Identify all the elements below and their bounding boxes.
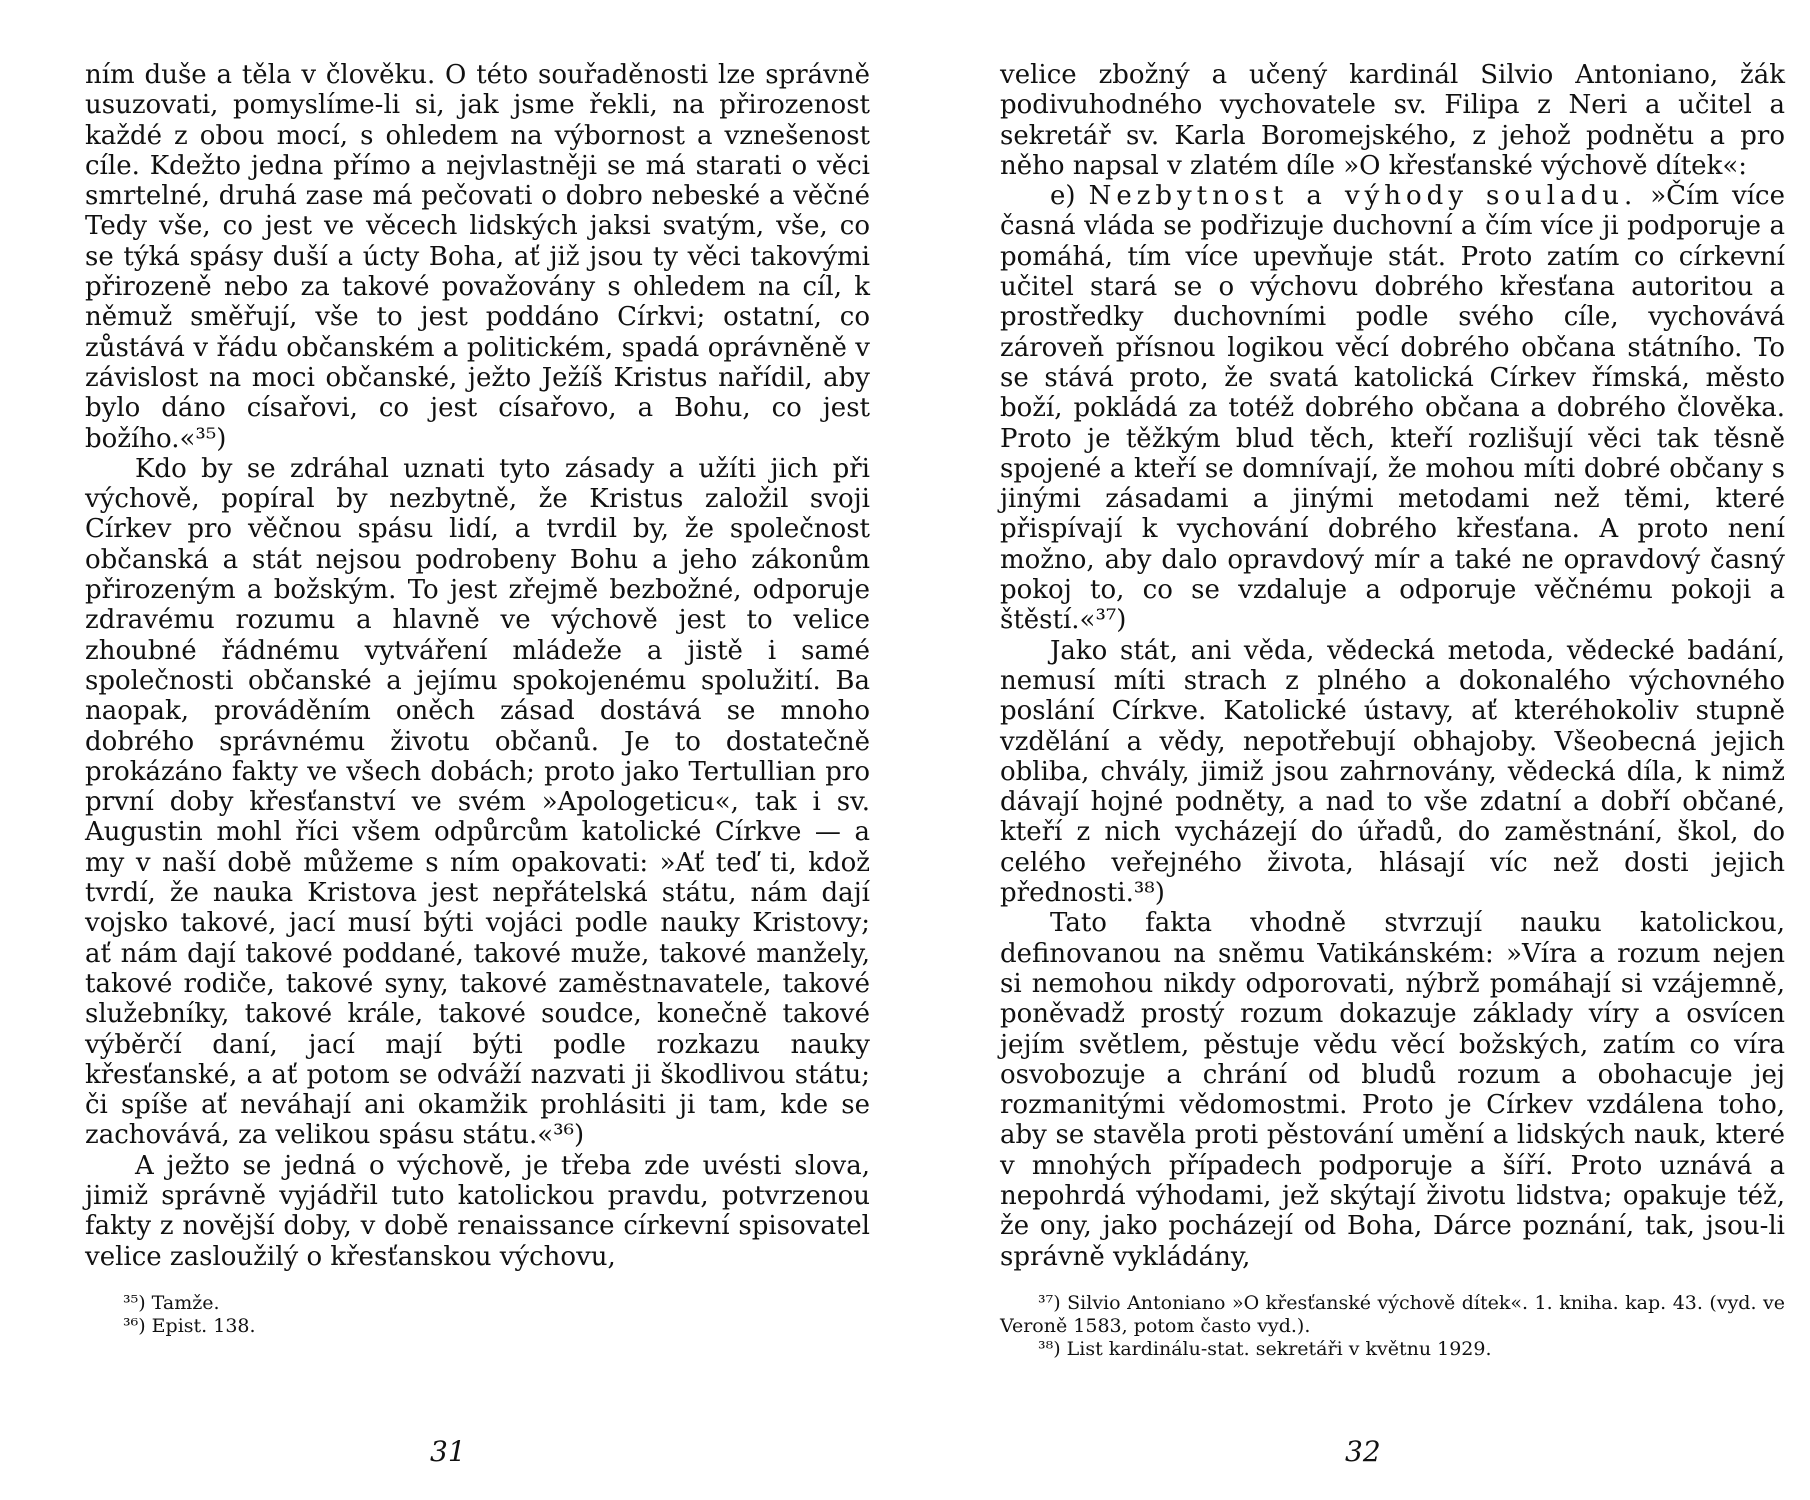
right-footnote-38: ³⁸) List kardinálu-stat. sekretáři v květnu 1929. [1038,1337,1492,1360]
right-body-text [1000,60,1785,1272]
left-paragraph-1: ním duše a těla v člověku. O této souřaděnosti lze správně usuzovati, pomyslíme-li si, jak jsme řekli, na přirozenost každé z obou mocí, s ohledem na výbornost a vznešenost cíle. Kdežto jedna přímo a nejvlastněji se má starati o věci smrtelné, druhá zase má pečovati o dobro nebeské a věčné Tedy vše, co jest ve věcech lidských jaksi svatým, vše, co se týká spásy duší a úcty Boha, ať již jsou ty věci takovými přirozeně nebo za takové považovány s ohledem na cíl, k němuž směřují, vše to jest poddáno Církvi; ostatní, co zůstává v řádu občanském a politickém, spadá oprávněně v závislost na moci občanské, ježto Ježíš Kristus nařídil, aby bylo dáno císařovi, co jest císařovo, a Bohu, co jest božího.«³⁵) [85,60,870,454]
left-page-number: 31 [430,1435,466,1468]
left-footnotes [85,1292,870,1338]
left-paragraph-3: A ježto se jedná o výchově, je třeba zde uvésti slova, jimiž správně vyjádřil tuto katolickou pravdu, potvrzenou fakty z novější doby, v době renaissance církevní spisovatel velice zasloužilý o křesťanskou výchovu, [85,1150,870,1272]
right-footnote-37: ³⁷) Silvio Antoniano »O křesťanské výchově dítek«. 1. kniha. kap. 43. (vyd. ve Veroně 1583, potom často vyd.). [1000,1291,1785,1337]
section-e-text: »Čím více časná vláda se podřizuje duchovní a čím více ji podporuje a pomáhá, tím více upevňuje stát. Proto zatím co církevní učitel stará se o výchovu dobrého křesťana autoritou a prostředky duchovními podle svého cíle, vychovává zároveň přísnou logikou věcí dobrého občana státního. To se stává proto, že svatá katolická Církev římská, město boží, pokládá za totéž dobrého občana a dobrého člověka. Proto je těžkým blud těch, kteří rozlišují věci tak těsně spojené a kteří se domnívají, že mohou míti dobré občany s jinými zásadami a jinými metodami než těmi, které přispívají k vychování dobrého křesťana. A proto není možno, aby dalo opravdový mír a také ne opravdový časný pokoj to, co se vzdaluje a odporuje věčnému pokoji a štěstí.«³⁷) [1000,181,1786,636]
left-body-text [85,60,870,1272]
left-footnote-35: ³⁵) Tamže. [123,1291,220,1314]
left-footnote-36: ³⁶) Epist. 138. [123,1314,256,1337]
right-paragraph-1: velice zbožný a učený kardinál Silvio Antoniano, žák podivuhodného vychovatele sv. Filipa z Neri a učitel a sekretář sv. Karla Boromejského, z jehož podnětu a pro něho napsal v zlatém díle »O křesťanské výchově dítek«: [1000,60,1785,181]
section-e-label: e) [1050,181,1089,212]
right-page [1000,60,1786,1468]
section-e-heading: Nezbytnost a výhody souladu. [1088,181,1638,212]
right-section-e [1000,181,1785,635]
left-paragraph-2: Kdo by se zdráhal uznati tyto zásady a užíti jich při výchově, popíral by nezbytně, že Kristus založil svoji Církev pro věčnou spásu lidí, a tvrdil by, že společnost občanská a stát nejsou podrobeny Bohu a jeho zákonům přirozeným a božským. To jest zřejmě bezbožné, odporuje zdravému rozumu a hlavně ve výchově jest to velice zhoubné řádnému vytváření mládeže a jistě i samé společnosti občanské a jejímu spokojenému spolužití. Ba naopak, prováděním oněch zásad dostává se mnoho dobrého správnému životu občanů. Je to dostatečně prokázáno fakty ve všech dobách; proto jako Tertullian pro první doby křesťanství ve svém »Apologeticu«, tak i sv. Augustin mohl říci všem odpůrcům katolické Církve — a my v naší době můžeme s ním opakovati: »Ať teď ti, kdož tvrdí, že nauka Kristova jest nepřátelská státu, nám dají vojsko takové, jací musí býti vojáci podle nauky Kristovy; ať nám dají takové poddané, takové muže, takové manžely, takové rodiče, takové syny, takové zaměstnavatele, takové služebníky, takové krále, takové soudce, konečně takové výběrčí daní, jací mají býti podle rozkazu nauky křesťanské, a ať potom se odváží nazvati ji škodlivou státu; či spíše ať neváhají ani okamžik prohlásiti ji tam, kde se zachovává, za velikou spásu státu.«³⁶) [85,453,870,1151]
right-paragraph-3: Jako stát, ani věda, vědecká metoda, vědecké badání, nemusí míti strach z plného a dokonalého výchovného poslání Církve. Katolické ústavy, ať kteréhokoliv stupně vzdělání a vědy, nepotřebují obhajoby. Všeobecná jejich obliba, chvály, jimiž jsou zahrnovány, vědecká díla, k nimž dávají hojné podněty, a nad to vše zdatní a dobří občané, kteří z nich vycházejí do úřadů, do zaměstnání, škol, do celého veřejného života, hlásají víc než dosti jejich přednosti.³⁸) [1000,635,1785,909]
right-footnotes [1000,1292,1785,1361]
left-page [85,60,870,1468]
right-page-number: 32 [1345,1435,1381,1468]
right-paragraph-4: Tato fakta vhodně stvrzují nauku katolickou, definovanou na sněmu Vatikánském: »Víra a rozum nejen si nemohou nikdy odporovati, nýbrž pomáhají si vzájemně, poněvadž prostý rozum dokazuje základy víry a osvícen jejím světlem, pěstuje vědu věcí božských, zatím co víra osvobozuje a chrání od bludů rozum a obohacuje jej rozmanitými vědomostmi. Proto je Církev vzdálena toho, aby se stavěla proti pěstování umění a lidských nauk, které v mnohých případech podporuje a šíří. Proto uznává a nepohrdá výhodami, jež skýtají životu lidstva; opakuje též, že ony, jako pocházejí od Boha, Dárce poznání, tak, jsou-li správně vykládány, [1000,908,1785,1272]
